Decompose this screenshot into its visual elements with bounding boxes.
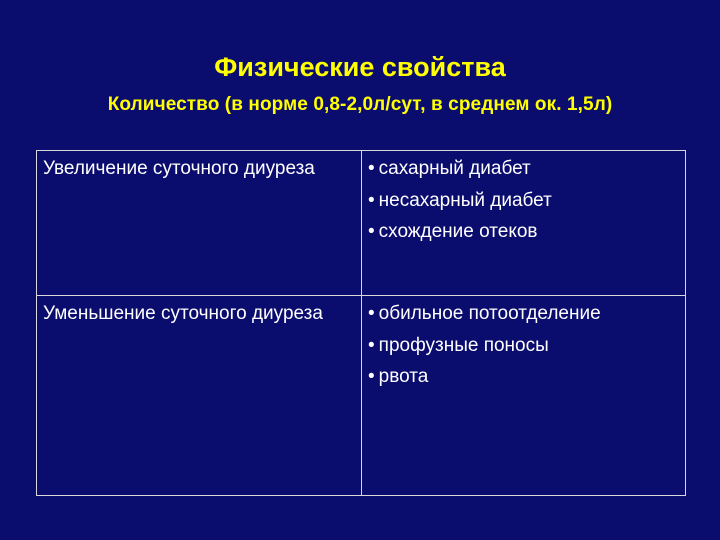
- causes-list: [368, 301, 679, 390]
- list-item: [368, 156, 679, 182]
- list-item: [368, 333, 679, 359]
- list-item: [368, 188, 679, 214]
- cause-text: несахарный диабет: [378, 189, 552, 211]
- table-row: [37, 151, 686, 296]
- cause-text: схождение отеков: [378, 221, 538, 243]
- bullet-icon: •: [368, 158, 375, 179]
- slide-subtitle: Количество (в норме 0,8-2,0л/сут, в среднем ок. 1,5л): [107, 94, 613, 115]
- slide-title: Физические свойства: [214, 52, 506, 82]
- bullet-icon: •: [368, 334, 375, 356]
- condition-cell: Увеличение суточного диуреза: [37, 151, 362, 296]
- bullet-icon: •: [368, 189, 375, 211]
- bullet-icon: •: [368, 366, 375, 388]
- cause-text: сахарный диабет: [378, 158, 531, 179]
- bullet-icon: •: [368, 221, 375, 243]
- cause-text: рвота: [378, 366, 429, 388]
- list-item: [368, 219, 679, 245]
- properties-table: [36, 150, 686, 496]
- condition-cell: Уменьшение суточного диуреза: [37, 296, 362, 496]
- cause-text: обильное потоотделение: [378, 303, 601, 324]
- causes-cell: [362, 296, 686, 496]
- table-row: [37, 296, 686, 496]
- causes-list: [368, 156, 679, 245]
- list-item: [368, 301, 679, 327]
- cause-text: профузные поносы: [378, 334, 549, 356]
- bullet-icon: •: [368, 303, 375, 324]
- causes-cell: [362, 151, 686, 296]
- list-item: [368, 364, 679, 390]
